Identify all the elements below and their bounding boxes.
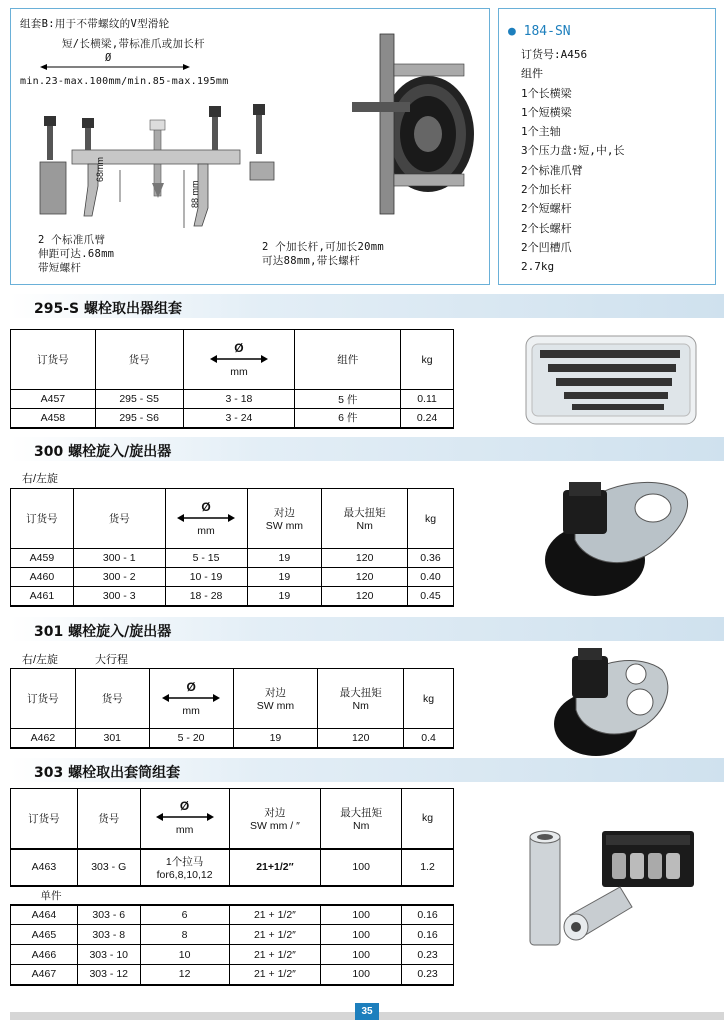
col-sw <box>229 789 321 849</box>
cell-kg: 0.24 <box>401 409 454 428</box>
diameter-symbol: Ø <box>234 340 244 355</box>
section-title: 301 螺栓旋入/旋出器 <box>34 624 172 640</box>
page-number: 35 <box>355 1003 379 1020</box>
spec-list <box>521 45 625 277</box>
col-torque <box>322 489 408 549</box>
note-b-line-1: 2 个加长杆,可加长20mm <box>262 241 384 253</box>
diameter-unit: mm <box>175 824 194 837</box>
cell-kg: 0.11 <box>401 390 454 409</box>
torque-unit: Nm <box>352 700 369 712</box>
cell-item: 303 - 10 <box>77 945 140 965</box>
torque-unit: Nm <box>353 819 370 832</box>
cell-torque: 120 <box>318 729 404 748</box>
cell-order: A463 <box>11 849 78 886</box>
range-arrow-icon <box>40 62 190 72</box>
range-text: min.23-max.100mm/min.85-max.195mm <box>20 76 229 87</box>
cell-order: A458 <box>11 409 96 428</box>
cell-kg: 0.16 <box>402 905 454 925</box>
col-order: 订货号 <box>11 669 76 729</box>
torque-label: 最大扭矩 <box>343 507 386 519</box>
cell-order: A462 <box>11 729 76 748</box>
note-b-line-2: 可达88mm,带长螺杆 <box>262 255 360 267</box>
col-kg: kg <box>408 489 454 549</box>
cell-kg: 0.16 <box>402 925 454 945</box>
double-arrow-icon <box>162 694 220 702</box>
cell-sw: 21+1/2″ <box>229 849 321 886</box>
spec-line: 1个短横梁 <box>521 105 572 119</box>
cell-kg: 0.36 <box>408 549 454 568</box>
section-title: 295-S 螺栓取出器组套 <box>34 301 182 317</box>
range-line-1: 1个拉马 <box>165 855 204 868</box>
col-item: 货号 <box>77 789 140 849</box>
cell-torque: 100 <box>321 925 402 945</box>
table-row <box>11 965 454 985</box>
single-items-label: 单件 <box>11 886 454 905</box>
section-301-subtitle-1: 右/左旋 <box>22 654 59 666</box>
cell-item: 301 <box>75 729 149 748</box>
cell-kg: 0.45 <box>408 587 454 606</box>
diameter-unit: mm <box>182 704 200 717</box>
col-order: 订货号 <box>11 489 74 549</box>
col-diameter <box>183 330 295 390</box>
cell-item: 303 - 8 <box>77 925 140 945</box>
sw-label: 对边 <box>273 507 295 519</box>
cell-torque: 100 <box>321 945 402 965</box>
bullet-icon: ● <box>508 24 516 39</box>
cell-item: 300 - 3 <box>73 587 165 606</box>
cell-torque: 120 <box>322 587 408 606</box>
col-diameter <box>140 789 229 849</box>
section-300-subtitle: 右/左旋 <box>22 473 59 485</box>
col-parts: 组件 <box>295 330 401 390</box>
table-303 <box>10 788 454 986</box>
table-row <box>11 587 454 606</box>
cell-kg: 0.40 <box>408 568 454 587</box>
cell-order: A460 <box>11 568 74 587</box>
spec-line: 2.7kg <box>521 260 555 274</box>
table-row <box>11 925 454 945</box>
cell-order: A465 <box>11 925 78 945</box>
cell-order: A466 <box>11 945 78 965</box>
cell-parts: 5 件 <box>295 390 401 409</box>
torque-label: 最大扭矩 <box>339 687 382 699</box>
cell-sw: 19 <box>233 729 318 748</box>
spec-line: 2个长螺杆 <box>521 221 572 235</box>
top-left-title: 组套B:用于不带螺纹的V型滑轮 <box>20 18 170 30</box>
spec-line: 组件 <box>521 67 543 81</box>
model-header <box>508 24 571 39</box>
puller-diagram <box>30 98 280 238</box>
cell-sw: 19 <box>247 587 322 606</box>
note-a-line-1: 2 个标准爪臂 <box>38 234 106 246</box>
spec-line: 2个标准爪臂 <box>521 163 583 177</box>
double-arrow-icon <box>210 355 268 363</box>
model-name: 184-SN <box>523 24 571 39</box>
cell-kg: 0.4 <box>404 729 454 748</box>
cell-sw: 19 <box>247 568 322 587</box>
diameter-unit: mm <box>230 365 248 378</box>
sw-unit: SW mm <box>265 520 304 532</box>
cell-range <box>140 849 229 886</box>
dim-88-label: 88 mm <box>190 180 200 208</box>
table-row <box>11 945 454 965</box>
cell-parts: 6 件 <box>295 409 401 428</box>
socket-set-photo <box>520 825 700 960</box>
spec-line: 1个主轴 <box>521 125 561 139</box>
table-row <box>11 390 454 409</box>
cell-range: 3 - 18 <box>183 390 295 409</box>
col-diameter <box>149 669 233 729</box>
cell-range: 10 - 19 <box>165 568 247 587</box>
spec-line: 1个长横梁 <box>521 86 572 100</box>
table-301 <box>10 668 454 749</box>
cell-torque: 120 <box>322 568 408 587</box>
cell-order: A461 <box>11 587 74 606</box>
table-row <box>11 549 454 568</box>
cell-kg: 0.23 <box>402 965 454 985</box>
section-301-header <box>10 617 724 641</box>
cell-range: 18 - 28 <box>165 587 247 606</box>
col-item: 货号 <box>75 669 149 729</box>
double-arrow-icon <box>156 813 214 821</box>
col-item: 货号 <box>95 330 183 390</box>
cell-item: 295 - S5 <box>95 390 183 409</box>
cell-sw: 21 + 1/2″ <box>229 965 321 985</box>
diameter-symbol: Ø <box>201 499 211 514</box>
cell-kg: 0.23 <box>402 945 454 965</box>
section-title: 303 螺栓取出套筒组套 <box>34 765 181 781</box>
spec-line: 2个凹槽爪 <box>521 240 572 254</box>
cell-range: 3 - 24 <box>183 409 295 428</box>
cell-item: 300 - 2 <box>73 568 165 587</box>
col-kg: kg <box>401 330 454 390</box>
table-row <box>11 905 454 925</box>
diameter-unit: mm <box>197 524 215 537</box>
cell-item: 295 - S6 <box>95 409 183 428</box>
cell-torque: 120 <box>322 549 408 568</box>
cell-order: A467 <box>11 965 78 985</box>
col-torque <box>318 669 404 729</box>
cell-order: A459 <box>11 549 74 568</box>
cell-sw: 21 + 1/2″ <box>229 945 321 965</box>
note-a-line-2: 伸距可达.68mm <box>38 248 115 260</box>
cell-range: 6 <box>140 905 229 925</box>
table-295 <box>10 329 454 429</box>
col-item: 货号 <box>73 489 165 549</box>
col-diameter <box>165 489 247 549</box>
col-kg: kg <box>404 669 454 729</box>
stud-remover-300-photo <box>545 470 695 600</box>
top-left-subtitle: 短/长横梁,带标准爪或加长杆 <box>62 38 205 50</box>
note-b <box>262 240 384 268</box>
double-arrow-icon <box>177 514 235 522</box>
sw-unit: SW mm / ″ <box>250 819 300 832</box>
table-300 <box>10 488 454 607</box>
section-301-subtitle-2: 大行程 <box>95 654 128 666</box>
diameter-symbol: Ø <box>179 799 190 814</box>
table-row <box>11 568 454 587</box>
cell-order: A457 <box>11 390 96 409</box>
cell-order: A464 <box>11 905 78 925</box>
cell-range: 5 - 20 <box>149 729 233 748</box>
spec-line: 2个加长杆 <box>521 183 572 197</box>
spec-line: 2个短螺杆 <box>521 202 572 216</box>
section-300-header <box>10 437 724 461</box>
stud-remover-301-photo <box>552 640 682 760</box>
col-torque <box>321 789 402 849</box>
note-a-line-3: 带短螺杆 <box>38 262 82 274</box>
section-303-header <box>10 758 724 782</box>
cell-kg: 1.2 <box>402 849 454 886</box>
torque-unit: Nm <box>356 520 373 532</box>
col-order: 订货号 <box>11 789 78 849</box>
col-sw <box>247 489 322 549</box>
cell-sw: 21 + 1/2″ <box>229 905 321 925</box>
table-row <box>11 409 454 428</box>
cell-torque: 100 <box>321 965 402 985</box>
cell-torque: 100 <box>321 905 402 925</box>
note-a <box>38 233 114 275</box>
table-row-set <box>11 849 454 886</box>
range-diameter-symbol: Ø <box>105 52 112 64</box>
col-order: 订货号 <box>11 330 96 390</box>
table-row <box>11 729 454 748</box>
cell-item: 300 - 1 <box>73 549 165 568</box>
table-row-label <box>11 886 454 905</box>
cell-sw: 19 <box>247 549 322 568</box>
cell-item: 303 - 6 <box>77 905 140 925</box>
cell-item: 303 - 12 <box>77 965 140 985</box>
sw-unit: SW mm <box>256 700 295 712</box>
col-kg: kg <box>402 789 454 849</box>
spec-line: 3个压力盘:短,中,长 <box>521 144 625 158</box>
cell-range: 5 - 15 <box>165 549 247 568</box>
cell-range: 10 <box>140 945 229 965</box>
cell-sw: 21 + 1/2″ <box>229 925 321 945</box>
cell-torque: 100 <box>321 849 402 886</box>
dim-68-label: 68mm <box>95 156 105 182</box>
cell-item: 303 - G <box>77 849 140 886</box>
section-295-header <box>10 294 724 318</box>
cell-range: 8 <box>140 925 229 945</box>
torque-label: 最大扭矩 <box>340 806 383 819</box>
section-title: 300 螺栓旋入/旋出器 <box>34 444 172 460</box>
diameter-symbol: Ø <box>186 679 196 694</box>
sw-label: 对边 <box>264 806 286 819</box>
range-line-2: for6,8,10,12 <box>156 868 213 881</box>
col-sw <box>233 669 318 729</box>
extractor-set-photo <box>520 330 700 430</box>
puller-photo <box>350 24 485 224</box>
spec-line: 订货号:A456 <box>521 48 588 61</box>
cell-range: 12 <box>140 965 229 985</box>
sw-label: 对边 <box>264 687 286 699</box>
